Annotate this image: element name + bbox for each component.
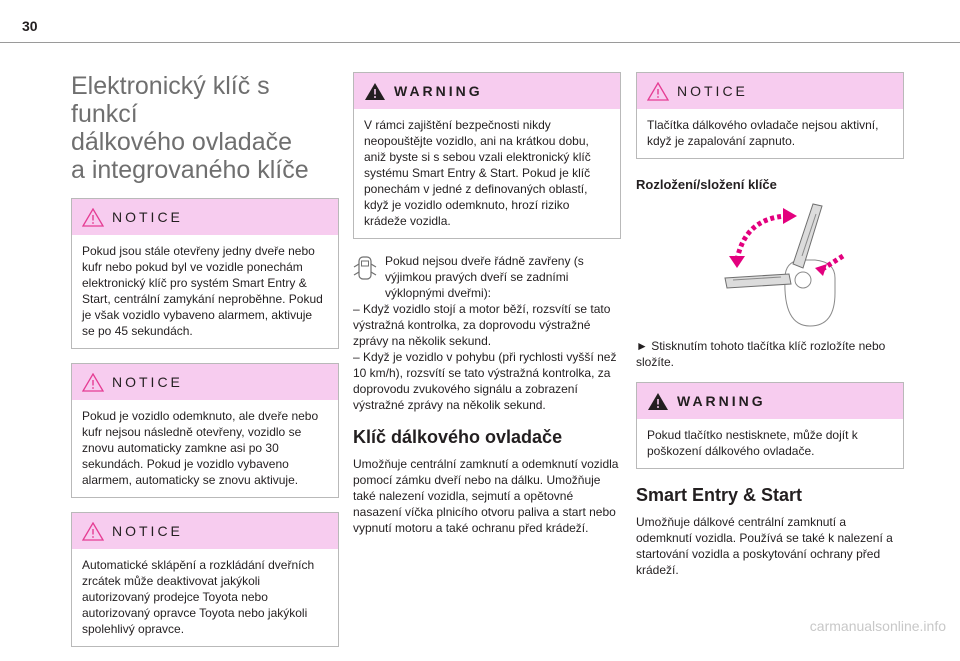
warning-label: WARNING xyxy=(394,83,483,99)
warning-box-1 xyxy=(353,72,621,239)
door-warning-item-1: – Když vozidlo stojí a motor běží, rozsvítí se tato výstražná kontrolka, za doprovodu výstražné zprávy na několik sekund. xyxy=(353,302,611,348)
column-1 xyxy=(71,60,339,661)
warning-triangle-icon xyxy=(82,208,104,227)
notice-text: Pokud jsou stále otevřeny jedny dveře nebo kufr nebo pokud byl ve vozidle ponechám elektronický klíč pro systém Smart Entry & Start, centrální zamykání neproběhne. Pokud je však vozidlo vybaveno alarmem, aktivuje se po 45 sekundách. xyxy=(82,244,323,338)
warning-header xyxy=(354,73,620,109)
remote-key-body: Umožňuje centrální zamknutí a odemknutí vozidla pomocí zámku dveří nebo na dálku. Umožňuje také nalezení vozidla, sejmutí a opětovné nasazení víčka plnicího otvoru paliva a start nebo vypnutí motoru a také ochranu před krádeží. xyxy=(353,457,619,535)
subheading-key-fold: Rozložení/složení klíče xyxy=(636,177,777,192)
warning-text: Pokud tlačítko nestisknete, může dojít k poškození dálkového ovladače. xyxy=(647,428,858,458)
notice-box-1 xyxy=(71,198,339,349)
page-number: 30 xyxy=(22,18,38,34)
key-fold-illustration xyxy=(685,198,855,328)
smart-entry-body: Umožňuje dálkové centrální zamknutí a odemknutí vozidla. Používá se také k nalezení a startování vozidla a poskytování ochrany před krádeží. xyxy=(636,515,893,577)
notice-text: Tlačítka dálkového ovladače nejsou aktivní, když je zapalování zapnuto. xyxy=(647,118,879,148)
notice-header xyxy=(72,364,338,400)
chapter-title-line-2: dálkového ovladače xyxy=(71,128,292,156)
notice-box-4 xyxy=(636,72,904,159)
notice-label: NOTICE xyxy=(112,209,183,225)
key-fold-instruction: ► Stisknutím tohoto tlačítka klíč rozložíte nebo složíte. xyxy=(636,339,886,369)
warning-header xyxy=(637,383,903,419)
warning-triangle-icon xyxy=(82,522,104,541)
door-warning-item-2: – Když je vozidlo v pohybu (při rychlosti vyšší než 10 km/h), rozsvítí se tato výstražná kontrolka, za doprovodu zvukového signálu a zobrazení výstražné zprávy na několik sekund. xyxy=(353,350,617,412)
warning-label: WARNING xyxy=(677,393,766,409)
column-3 xyxy=(636,72,904,586)
warning-triangle-icon xyxy=(647,82,669,101)
notice-label: NOTICE xyxy=(112,374,183,390)
chapter-title-line-1: Elektronický klíč s funkcí xyxy=(71,72,270,128)
notice-box-2 xyxy=(71,363,339,498)
watermark: carmanualsonline.info xyxy=(809,618,946,634)
column-2 xyxy=(353,72,621,544)
chapter-title xyxy=(71,72,339,184)
notice-text: Pokud je vozidlo odemknuto, ale dveře nebo kufr nejsou následně otevřeny, vozidlo se znovu automaticky zamkne asi po 30 sekundách. Pokud je vozidlo vybaveno alarmem, automaticky se znovu aktivuje. xyxy=(82,409,319,487)
notice-box-3 xyxy=(71,512,339,647)
section-heading-remote-key: Klíč dálkového ovladače xyxy=(353,427,563,447)
warning-triangle-icon xyxy=(364,82,386,101)
warning-text: V rámci zajištění bezpečnosti nikdy neopouštějte vozidlo, ani na krátkou dobu, aniž byste si s sebou vzali elektronický klíč systému Smart Entry & Start. Pokud je klíč ponechám v jedné z definovaných oblastí, když je vozidlo odemknuto, hrozí riziko krádeže vozidla. xyxy=(364,118,591,228)
section-heading-smart-entry: Smart Entry & Start xyxy=(636,485,803,505)
notice-label: NOTICE xyxy=(677,83,748,99)
notice-label: NOTICE xyxy=(112,523,183,539)
chapter-title-line-3: a integrovaného klíče xyxy=(71,156,309,184)
warning-triangle-icon xyxy=(82,373,104,392)
notice-header xyxy=(72,513,338,549)
notice-header xyxy=(637,73,903,109)
warning-triangle-icon xyxy=(647,392,669,411)
notice-text: Automatické sklápění a rozkládání dveřních zrcátek může deaktivovat jakýkoli autorizovaný prodejce Toyota nebo autorizovaný opravce Toyota nebo jakýkoli spolehlivý opravce. xyxy=(82,558,315,636)
notice-header xyxy=(72,199,338,235)
header-rule xyxy=(0,42,960,43)
door-warning-intro: Pokud nejsou dveře řádně zavřeny (s výjimkou pravých dveří se zadními výklopnými dveřmi): xyxy=(385,254,584,300)
warning-box-2 xyxy=(636,382,904,469)
